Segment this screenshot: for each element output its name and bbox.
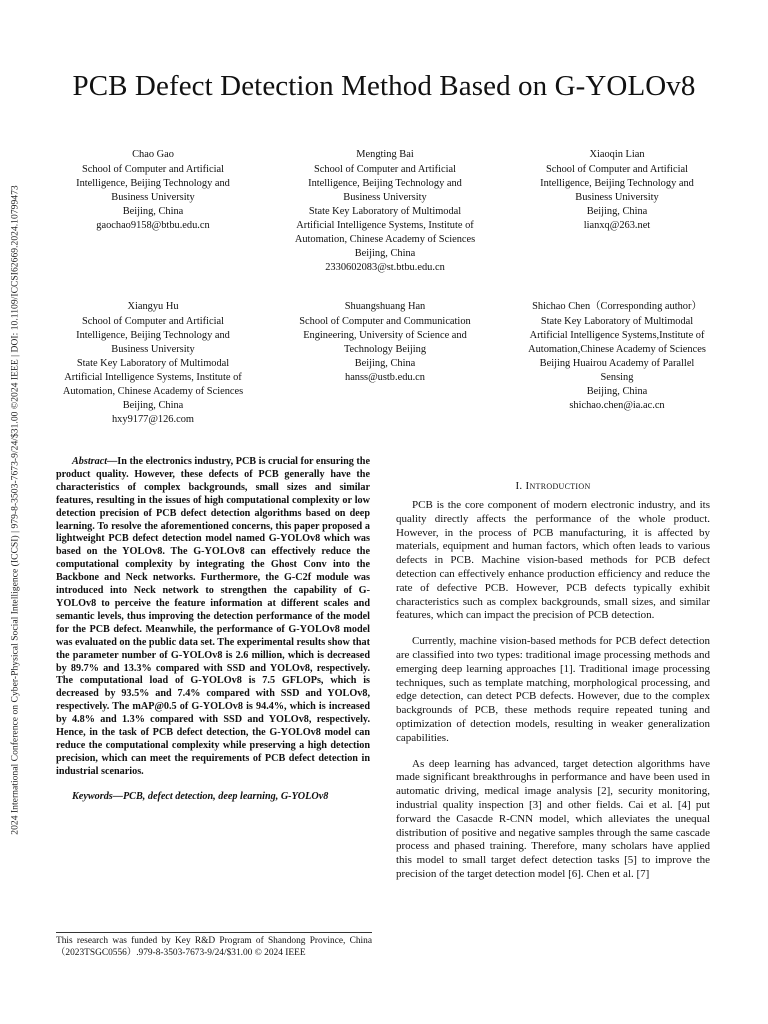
- author-location: Beijing, China: [586, 206, 648, 217]
- author-block: [504, 300, 730, 427]
- author-affiliation: School of Computer and Artificial: [82, 316, 224, 327]
- author-affiliation: School of Computer and Artificial: [82, 164, 224, 175]
- abstract-text: In the electronics industry, PCB is crucial for ensuring the product quality. However, these defects of PCB generally have the characteristics of complex backgrounds, small sizes and similar features, resulting in the issues of high computational complexity or low detection precision of PCB defect detection algorithms based on deep learning. To resolve the aforementioned concerns, this paper proposed a lightweight PCB defect detection model named G-YOLOv8 which was based on the YOLOv8. The G-YOLOv8 can effectively reduce the computational complexity by integrating the Ghost Conv into the Backbone and Neck networks. Furthermore, the G-C2f module was introduced into Neck network to strengthen the capability of G-YOLOv8 to perceive the feature information at different scales and semantic levels, thus improving the detection performance of the model for the PCB defect. Meanwhile, the performance of G-YOLOv8 model was evaluated on the public data set. The experimental results show that the parameter number of G-YOLOv8 is 2.6 million, which is decreased by 89.7% and 13.3% compared with SSD and YOLOv8, respectively. The computational load of G-YOLOv8 is 7.5 GFLOPs, which is decreased by 93.5% and 7.4% compared with SSD and YOLOv8, respectively. The mAP@0.5 of G-YOLOv8 is 94.4%, which is increased by 4.8% and 1.3% compared with SSD and YOLOv8, respectively. Hence, in the task of PCB defect detection, the G-YOLOv8 model can reduce the computational complexity while preserving a high detection precision, which can meet the requirements of PCB defect detection in industrial scenarios.: [56, 456, 370, 777]
- author-affiliation: Engineering, University of Science and: [303, 330, 467, 341]
- left-column: [56, 456, 370, 804]
- author-affiliation: Business University: [111, 192, 195, 203]
- author-affiliation: State Key Laboratory of Multimodal: [308, 206, 462, 217]
- author-affiliation: Intelligence, Beijing Technology and: [76, 178, 230, 189]
- author-name: Chao Gao: [132, 149, 174, 160]
- doi-sidebar-text: 2024 International Conference on Cyber-Physical Social Intelligence (ICCSI) | 979-8-3503-7673-9/24/$31.00 ©2024 IEEE | DOI: 10.1109/ICCSI62669.2024.10799473: [9, 185, 21, 835]
- author-block: [504, 148, 730, 275]
- author-row-1: [40, 148, 730, 275]
- author-email: shichao.chen@ia.ac.cn: [569, 400, 665, 411]
- author-affiliation: State Key Laboratory of Multimodal: [540, 316, 694, 327]
- author-email: gaochao9158@btbu.edu.cn: [96, 220, 210, 231]
- author-name: Xiaoqin Lian: [589, 149, 645, 160]
- author-name: Xiangyu Hu: [127, 301, 179, 312]
- author-row-2: [40, 300, 730, 427]
- author-affiliation: Automation, Chinese Academy of Sciences: [62, 386, 244, 397]
- author-location: Beijing, China: [354, 358, 416, 369]
- author-name: Shichao Chen（Corresponding author）: [532, 301, 702, 312]
- body-paragraph: As deep learning has advanced, target detection algorithms have made significant breakthroughs in performance and have been used in automatic driving, medical image analysis [2], security monitoring, industrial quality inspection [3] and other fields. Cai et al. [4] put forward the Casacde R-CNN model, which alleviates the unequal distribution of positive and negative samples through the same cascade process and phased training. Therefore, many scholars have applied this model to small target defect detection tasks [5] to improve the precision of the target detection model [6]. Chen et al. [7]: [396, 757, 710, 880]
- author-email: hanss@ustb.edu.cn: [345, 372, 425, 383]
- keywords: Keywords—PCB, defect detection, deep learning, G-YOLOv8: [72, 790, 329, 802]
- author-affiliation: Intelligence, Beijing Technology and: [76, 330, 230, 341]
- doi-sidebar: [6, 160, 24, 860]
- author-affiliation: Business University: [575, 192, 659, 203]
- author-affiliation: Business University: [111, 344, 195, 355]
- author-block: [40, 148, 266, 275]
- author-location: Beijing, China: [586, 386, 648, 397]
- author-affiliation: State Key Laboratory of Multimodal: [76, 358, 230, 369]
- author-affiliation: School of Computer and Artificial: [546, 164, 688, 175]
- body-paragraph: Currently, machine vision-based methods for PCB defect detection are classified into two types: traditional image processing methods and emerging deep learning approaches [1]. Traditional image processing techniques, such as template matching, morphological processing, and edge detection, can detect PCB defects. However, due to the complex backgrounds of PCB, these methods require repeated tuning and optimization of detection models, resulting in weaker generalization capabilities.: [396, 635, 710, 744]
- footnote-text: This research was funded by Key R&D Program of Shandong Province, China（2023TSGC0556）.979-8-3503-7673-9/24/$31.00 © 2024 IEEE: [56, 936, 372, 958]
- author-affiliation: School of Computer and Communication: [299, 316, 471, 327]
- author-affiliation: Intelligence, Beijing Technology and: [540, 178, 694, 189]
- author-block: [272, 148, 498, 275]
- section-heading: I. Introduction: [515, 480, 591, 492]
- author-affiliation: Intelligence, Beijing Technology and: [308, 178, 462, 189]
- paper-title: PCB Defect Detection Method Based on G-YOLOv8: [72, 70, 696, 102]
- abstract-label: Abstract—: [72, 456, 118, 467]
- author-affiliation: Automation, Chinese Academy of Sciences: [294, 234, 476, 245]
- author-email: hxy9177@126.com: [111, 414, 194, 425]
- author-name: Mengting Bai: [356, 149, 414, 160]
- author-block: [272, 300, 498, 427]
- author-affiliation: Artificial Intelligence Systems, Institute of: [64, 372, 242, 383]
- author-block: [40, 300, 266, 427]
- author-affiliation: School of Computer and Artificial: [314, 164, 456, 175]
- author-affiliation: Business University: [343, 192, 427, 203]
- author-affiliation: Beijing Huairou Academy of Parallel: [539, 358, 695, 369]
- author-affiliation: Automation,Chinese Academy of Sciences: [528, 344, 706, 355]
- author-email: lianxq@263.net: [583, 220, 651, 231]
- footnote: [56, 932, 372, 959]
- body-paragraph: PCB is the core component of modern electronic industry, and its quality directly affects the performance of the whole product. However, in the process of PCB manufacturing, it is affected by materials, equipment and human factors, which often leads to various defects in PCB. Machine vision-based methods for PCB defect detection can effectively enhance production efficiency and reduce the rate of defective PCB. However, PCB defects typically exhibit characteristics such as complex backgrounds, small sizes, and similar features, which can impact the precision of PCB detection.: [396, 499, 710, 622]
- author-affiliation: Artificial Intelligence Systems, Institute of: [296, 220, 474, 231]
- abstract: [56, 456, 370, 779]
- author-affiliation: Sensing: [600, 372, 634, 383]
- author-name: Shuangshuang Han: [344, 301, 426, 312]
- author-location: Beijing, China: [122, 206, 184, 217]
- right-column: [396, 480, 710, 894]
- author-affiliation: Technology Beijing: [343, 344, 427, 355]
- author-email: 2330602083@st.btbu.edu.cn: [325, 262, 445, 273]
- author-location: Beijing, China: [122, 400, 184, 411]
- author-location: Beijing, China: [354, 248, 416, 259]
- footnote-rule: [56, 932, 372, 933]
- author-affiliation: Artificial Intelligence Systems,Institute of: [529, 330, 705, 341]
